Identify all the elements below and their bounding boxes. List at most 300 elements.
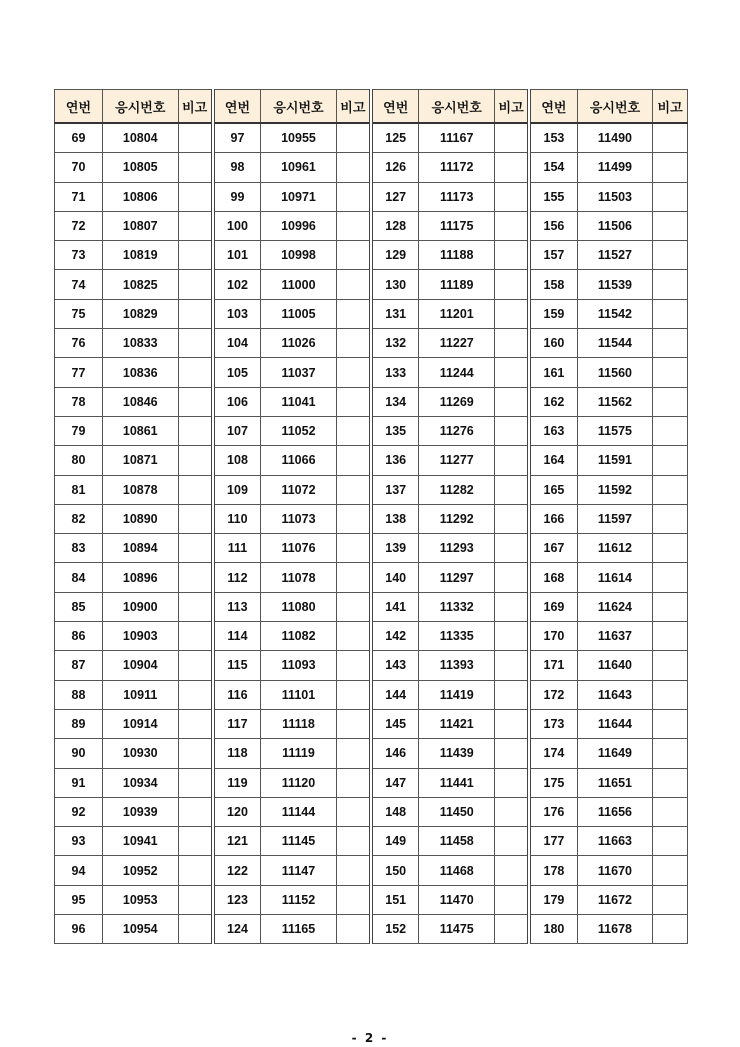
serial-cell: 140 xyxy=(371,563,419,592)
exam-number-cell: 10833 xyxy=(102,329,178,358)
remark-cell xyxy=(178,416,213,445)
remark-cell xyxy=(495,299,530,328)
remark-cell xyxy=(178,768,213,797)
serial-cell: 80 xyxy=(55,446,103,475)
serial-cell: 112 xyxy=(213,563,261,592)
exam-number-cell: 11470 xyxy=(419,885,495,914)
serial-cell: 106 xyxy=(213,387,261,416)
serial-cell: 134 xyxy=(371,387,419,416)
serial-cell: 82 xyxy=(55,504,103,533)
serial-cell: 118 xyxy=(213,739,261,768)
serial-cell: 90 xyxy=(55,739,103,768)
serial-cell: 156 xyxy=(529,211,577,240)
serial-cell: 89 xyxy=(55,709,103,738)
table-row xyxy=(55,123,688,153)
serial-cell: 92 xyxy=(55,797,103,826)
serial-cell: 154 xyxy=(529,153,577,182)
exam-number-cell: 11640 xyxy=(577,651,653,680)
serial-cell: 177 xyxy=(529,827,577,856)
exam-number-cell: 11656 xyxy=(577,797,653,826)
table-row xyxy=(55,358,688,387)
serial-cell: 122 xyxy=(213,856,261,885)
exam-number-cell: 11637 xyxy=(577,622,653,651)
exam-number-cell: 11082 xyxy=(261,622,337,651)
remark-cell xyxy=(495,123,530,153)
remark-cell xyxy=(495,329,530,358)
exam-number-cell: 11670 xyxy=(577,856,653,885)
serial-cell: 148 xyxy=(371,797,419,826)
remark-cell xyxy=(495,504,530,533)
remark-cell xyxy=(336,329,371,358)
header-exam-number-2: 응시번호 xyxy=(261,90,337,124)
serial-cell: 151 xyxy=(371,885,419,914)
serial-cell: 141 xyxy=(371,592,419,621)
serial-cell: 99 xyxy=(213,182,261,211)
remark-cell xyxy=(178,446,213,475)
serial-cell: 157 xyxy=(529,241,577,270)
remark-cell xyxy=(178,182,213,211)
exam-number-cell: 11663 xyxy=(577,827,653,856)
exam-number-cell: 10934 xyxy=(102,768,178,797)
header-serial-3: 연번 xyxy=(371,90,419,124)
exam-number-cell: 11118 xyxy=(261,709,337,738)
exam-number-cell: 11649 xyxy=(577,739,653,768)
header-remark-3: 비고 xyxy=(495,90,530,124)
exam-number-cell: 11544 xyxy=(577,329,653,358)
exam-number-cell: 11597 xyxy=(577,504,653,533)
serial-cell: 132 xyxy=(371,329,419,358)
exam-number-cell: 10953 xyxy=(102,885,178,914)
exam-number-cell: 10996 xyxy=(261,211,337,240)
exam-number-cell: 11612 xyxy=(577,534,653,563)
remark-cell xyxy=(336,915,371,944)
exam-number-cell: 10904 xyxy=(102,651,178,680)
exam-number-cell: 10903 xyxy=(102,622,178,651)
table-row xyxy=(55,241,688,270)
serial-cell: 87 xyxy=(55,651,103,680)
remark-cell xyxy=(336,358,371,387)
remark-cell xyxy=(178,885,213,914)
serial-cell: 86 xyxy=(55,622,103,651)
serial-cell: 125 xyxy=(371,123,419,153)
serial-cell: 135 xyxy=(371,416,419,445)
remark-cell xyxy=(178,211,213,240)
remark-cell xyxy=(178,153,213,182)
remark-cell xyxy=(495,856,530,885)
serial-cell: 84 xyxy=(55,563,103,592)
remark-cell xyxy=(653,563,688,592)
exam-number-cell: 11175 xyxy=(419,211,495,240)
remark-cell xyxy=(653,241,688,270)
remark-cell xyxy=(178,241,213,270)
serial-cell: 78 xyxy=(55,387,103,416)
remark-cell xyxy=(653,358,688,387)
exam-number-cell: 11000 xyxy=(261,270,337,299)
remark-cell xyxy=(495,680,530,709)
table-row xyxy=(55,534,688,563)
header-exam-number-4: 응시번호 xyxy=(577,90,653,124)
exam-number-cell: 11227 xyxy=(419,329,495,358)
serial-cell: 159 xyxy=(529,299,577,328)
serial-cell: 104 xyxy=(213,329,261,358)
exam-number-cell: 11072 xyxy=(261,475,337,504)
remark-cell xyxy=(178,622,213,651)
serial-cell: 95 xyxy=(55,885,103,914)
serial-cell: 100 xyxy=(213,211,261,240)
exam-number-cell: 10807 xyxy=(102,211,178,240)
exam-number-cell: 11119 xyxy=(261,739,337,768)
exam-number-cell: 10804 xyxy=(102,123,178,153)
exam-number-cell: 11276 xyxy=(419,416,495,445)
remark-cell xyxy=(653,885,688,914)
exam-number-cell: 10806 xyxy=(102,182,178,211)
table-row xyxy=(55,856,688,885)
serial-cell: 147 xyxy=(371,768,419,797)
serial-cell: 166 xyxy=(529,504,577,533)
header-serial-1: 연번 xyxy=(55,90,103,124)
exam-number-cell: 10911 xyxy=(102,680,178,709)
exam-number-cell: 11026 xyxy=(261,329,337,358)
table-row xyxy=(55,270,688,299)
exam-number-cell: 11542 xyxy=(577,299,653,328)
exam-number-cell: 10805 xyxy=(102,153,178,182)
remark-cell xyxy=(653,797,688,826)
remark-cell xyxy=(653,651,688,680)
serial-cell: 121 xyxy=(213,827,261,856)
remark-cell xyxy=(178,680,213,709)
remark-cell xyxy=(178,739,213,768)
exam-number-cell: 11539 xyxy=(577,270,653,299)
serial-cell: 115 xyxy=(213,651,261,680)
exam-number-cell: 11282 xyxy=(419,475,495,504)
exam-number-cell: 11173 xyxy=(419,182,495,211)
exam-number-cell: 10846 xyxy=(102,387,178,416)
remark-cell xyxy=(495,446,530,475)
remark-cell xyxy=(336,387,371,416)
serial-cell: 172 xyxy=(529,680,577,709)
serial-cell: 91 xyxy=(55,768,103,797)
remark-cell xyxy=(653,446,688,475)
table-row xyxy=(55,153,688,182)
serial-cell: 72 xyxy=(55,211,103,240)
remark-cell xyxy=(653,270,688,299)
serial-cell: 161 xyxy=(529,358,577,387)
remark-cell xyxy=(653,622,688,651)
remark-cell xyxy=(336,622,371,651)
table-row xyxy=(55,768,688,797)
serial-cell: 162 xyxy=(529,387,577,416)
table-row xyxy=(55,709,688,738)
remark-cell xyxy=(495,739,530,768)
serial-cell: 170 xyxy=(529,622,577,651)
serial-cell: 129 xyxy=(371,241,419,270)
table-row xyxy=(55,622,688,651)
exam-number-cell: 11292 xyxy=(419,504,495,533)
header-serial-4: 연번 xyxy=(529,90,577,124)
serial-cell: 167 xyxy=(529,534,577,563)
exam-number-cell: 10954 xyxy=(102,915,178,944)
page-number: - 2 - xyxy=(351,1031,389,1045)
serial-cell: 153 xyxy=(529,123,577,153)
remark-cell xyxy=(653,182,688,211)
exam-number-cell: 11450 xyxy=(419,797,495,826)
remark-cell xyxy=(178,534,213,563)
remark-cell xyxy=(336,211,371,240)
serial-cell: 71 xyxy=(55,182,103,211)
serial-cell: 74 xyxy=(55,270,103,299)
remark-cell xyxy=(336,651,371,680)
exam-number-cell: 11441 xyxy=(419,768,495,797)
serial-cell: 180 xyxy=(529,915,577,944)
remark-cell xyxy=(336,416,371,445)
remark-cell xyxy=(495,475,530,504)
remark-cell xyxy=(178,123,213,153)
exam-number-cell: 11189 xyxy=(419,270,495,299)
table-row xyxy=(55,416,688,445)
serial-cell: 116 xyxy=(213,680,261,709)
serial-cell: 76 xyxy=(55,329,103,358)
exam-number-cell: 11147 xyxy=(261,856,337,885)
serial-cell: 70 xyxy=(55,153,103,182)
serial-cell: 123 xyxy=(213,885,261,914)
remark-cell xyxy=(653,211,688,240)
remark-cell xyxy=(178,856,213,885)
exam-number-cell: 10955 xyxy=(261,123,337,153)
results-table-container xyxy=(54,89,688,944)
remark-cell xyxy=(653,768,688,797)
remark-cell xyxy=(495,563,530,592)
exam-number-cell: 11332 xyxy=(419,592,495,621)
exam-number-cell: 11592 xyxy=(577,475,653,504)
exam-number-cell: 10890 xyxy=(102,504,178,533)
serial-cell: 137 xyxy=(371,475,419,504)
remark-cell xyxy=(178,475,213,504)
table-row xyxy=(55,651,688,680)
remark-cell xyxy=(653,387,688,416)
remark-cell xyxy=(495,768,530,797)
serial-cell: 107 xyxy=(213,416,261,445)
exam-number-cell: 11678 xyxy=(577,915,653,944)
remark-cell xyxy=(653,709,688,738)
exam-number-cell: 11614 xyxy=(577,563,653,592)
exam-number-cell: 11468 xyxy=(419,856,495,885)
header-remark-4: 비고 xyxy=(653,90,688,124)
table-row xyxy=(55,563,688,592)
exam-number-cell: 11144 xyxy=(261,797,337,826)
remark-cell xyxy=(495,534,530,563)
exam-number-cell: 10971 xyxy=(261,182,337,211)
exam-number-cell: 11503 xyxy=(577,182,653,211)
remark-cell xyxy=(495,885,530,914)
serial-cell: 149 xyxy=(371,827,419,856)
serial-cell: 94 xyxy=(55,856,103,885)
exam-number-cell: 11145 xyxy=(261,827,337,856)
exam-number-cell: 11201 xyxy=(419,299,495,328)
remark-cell xyxy=(336,504,371,533)
exam-number-cell: 11591 xyxy=(577,446,653,475)
exam-number-cell: 10930 xyxy=(102,739,178,768)
remark-cell xyxy=(178,329,213,358)
exam-number-cell: 10914 xyxy=(102,709,178,738)
remark-cell xyxy=(178,563,213,592)
serial-cell: 81 xyxy=(55,475,103,504)
remark-cell xyxy=(495,592,530,621)
serial-cell: 69 xyxy=(55,123,103,153)
serial-cell: 110 xyxy=(213,504,261,533)
exam-number-cell: 11041 xyxy=(261,387,337,416)
exam-number-cell: 10836 xyxy=(102,358,178,387)
serial-cell: 155 xyxy=(529,182,577,211)
exam-number-cell: 11458 xyxy=(419,827,495,856)
exam-number-cell: 11297 xyxy=(419,563,495,592)
remark-cell xyxy=(495,182,530,211)
exam-number-cell: 11644 xyxy=(577,709,653,738)
remark-cell xyxy=(495,651,530,680)
exam-number-cell: 11475 xyxy=(419,915,495,944)
exam-number-cell: 11527 xyxy=(577,241,653,270)
exam-number-cell: 11490 xyxy=(577,123,653,153)
remark-cell xyxy=(336,885,371,914)
serial-cell: 120 xyxy=(213,797,261,826)
remark-cell xyxy=(336,123,371,153)
remark-cell xyxy=(495,241,530,270)
exam-number-cell: 11575 xyxy=(577,416,653,445)
table-row xyxy=(55,475,688,504)
remark-cell xyxy=(495,416,530,445)
header-row xyxy=(55,90,688,124)
exam-number-cell: 10861 xyxy=(102,416,178,445)
serial-cell: 103 xyxy=(213,299,261,328)
remark-cell xyxy=(653,915,688,944)
serial-cell: 93 xyxy=(55,827,103,856)
serial-cell: 142 xyxy=(371,622,419,651)
serial-cell: 108 xyxy=(213,446,261,475)
serial-cell: 109 xyxy=(213,475,261,504)
table-row xyxy=(55,827,688,856)
exam-number-cell: 10825 xyxy=(102,270,178,299)
serial-cell: 145 xyxy=(371,709,419,738)
exam-number-cell: 11076 xyxy=(261,534,337,563)
remark-cell xyxy=(336,534,371,563)
serial-cell: 114 xyxy=(213,622,261,651)
serial-cell: 176 xyxy=(529,797,577,826)
exam-number-cell: 10894 xyxy=(102,534,178,563)
exam-number-cell: 11066 xyxy=(261,446,337,475)
serial-cell: 175 xyxy=(529,768,577,797)
table-row xyxy=(55,504,688,533)
remark-cell xyxy=(178,797,213,826)
serial-cell: 143 xyxy=(371,651,419,680)
remark-cell xyxy=(336,592,371,621)
serial-cell: 85 xyxy=(55,592,103,621)
serial-cell: 75 xyxy=(55,299,103,328)
serial-cell: 79 xyxy=(55,416,103,445)
exam-number-cell: 11624 xyxy=(577,592,653,621)
remark-cell xyxy=(495,387,530,416)
exam-number-cell: 10819 xyxy=(102,241,178,270)
serial-cell: 136 xyxy=(371,446,419,475)
remark-cell xyxy=(653,534,688,563)
remark-cell xyxy=(336,739,371,768)
remark-cell xyxy=(336,446,371,475)
remark-cell xyxy=(178,358,213,387)
remark-cell xyxy=(178,387,213,416)
remark-cell xyxy=(653,153,688,182)
header-remark-1: 비고 xyxy=(178,90,213,124)
exam-number-cell: 11269 xyxy=(419,387,495,416)
serial-cell: 160 xyxy=(529,329,577,358)
table-row xyxy=(55,797,688,826)
serial-cell: 101 xyxy=(213,241,261,270)
serial-cell: 168 xyxy=(529,563,577,592)
exam-number-cell: 10896 xyxy=(102,563,178,592)
exam-number-cell: 10939 xyxy=(102,797,178,826)
remark-cell xyxy=(178,827,213,856)
remark-cell xyxy=(495,915,530,944)
serial-cell: 98 xyxy=(213,153,261,182)
serial-cell: 128 xyxy=(371,211,419,240)
header-remark-2: 비고 xyxy=(336,90,371,124)
serial-cell: 88 xyxy=(55,680,103,709)
exam-number-cell: 11293 xyxy=(419,534,495,563)
header-exam-number-3: 응시번호 xyxy=(419,90,495,124)
exam-number-cell: 10871 xyxy=(102,446,178,475)
serial-cell: 124 xyxy=(213,915,261,944)
remark-cell xyxy=(653,856,688,885)
exam-number-cell: 11562 xyxy=(577,387,653,416)
remark-cell xyxy=(495,211,530,240)
header-exam-number-1: 응시번호 xyxy=(102,90,178,124)
serial-cell: 96 xyxy=(55,915,103,944)
exam-number-cell: 10878 xyxy=(102,475,178,504)
remark-cell xyxy=(336,709,371,738)
exam-number-cell: 11172 xyxy=(419,153,495,182)
serial-cell: 105 xyxy=(213,358,261,387)
remark-cell xyxy=(336,856,371,885)
serial-cell: 133 xyxy=(371,358,419,387)
table-row xyxy=(55,211,688,240)
table-row xyxy=(55,592,688,621)
serial-cell: 126 xyxy=(371,153,419,182)
remark-cell xyxy=(653,416,688,445)
remark-cell xyxy=(495,622,530,651)
serial-cell: 179 xyxy=(529,885,577,914)
exam-number-cell: 11167 xyxy=(419,123,495,153)
serial-cell: 113 xyxy=(213,592,261,621)
serial-cell: 138 xyxy=(371,504,419,533)
remark-cell xyxy=(495,153,530,182)
exam-number-cell: 11506 xyxy=(577,211,653,240)
remark-cell xyxy=(653,123,688,153)
remark-cell xyxy=(336,182,371,211)
serial-cell: 171 xyxy=(529,651,577,680)
serial-cell: 150 xyxy=(371,856,419,885)
remark-cell xyxy=(336,270,371,299)
exam-number-cell: 11080 xyxy=(261,592,337,621)
serial-cell: 174 xyxy=(529,739,577,768)
table-row xyxy=(55,329,688,358)
remark-cell xyxy=(653,329,688,358)
table-row xyxy=(55,680,688,709)
exam-number-cell: 11005 xyxy=(261,299,337,328)
exam-number-cell: 11093 xyxy=(261,651,337,680)
exam-number-cell: 11335 xyxy=(419,622,495,651)
serial-cell: 158 xyxy=(529,270,577,299)
exam-number-cell: 11188 xyxy=(419,241,495,270)
exam-number-cell: 11152 xyxy=(261,885,337,914)
remark-cell xyxy=(336,797,371,826)
remark-cell xyxy=(653,299,688,328)
